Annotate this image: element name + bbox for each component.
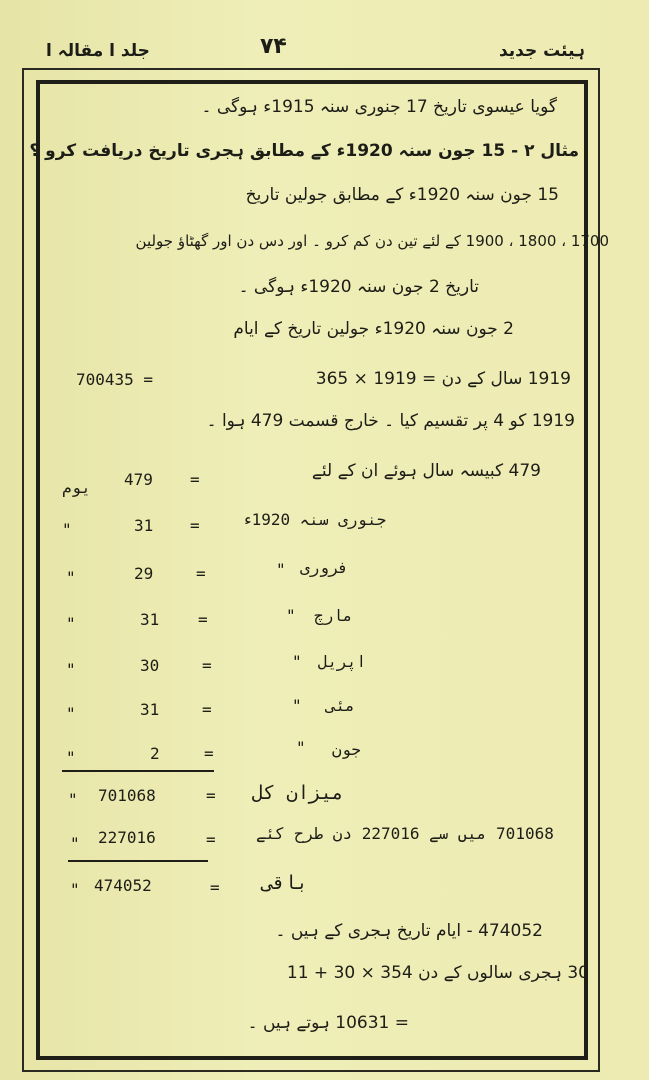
- text-line-8: 1919 کو 4 پر تقسیم کیا ۔ خارج قسمت 479 ہوا ۔: [206, 411, 575, 431]
- total-eq: =: [206, 786, 216, 805]
- total-label: میزان کل: [252, 782, 344, 804]
- text-line-4: 1700 ، 1800 ، 1900 کے لئے تین دن کم کرو ۔ اور دس دن اور گھٹاؤ جولین: [135, 232, 609, 250]
- text-line-6: 2 جون سنہ 1920ء جولین تاریخ کے ایام: [233, 319, 514, 339]
- leap-days-eq: =: [190, 470, 200, 489]
- leap-days-value: 479: [124, 470, 153, 489]
- row-jan-mark: ": [62, 520, 72, 539]
- row-apr-eq: =: [202, 656, 212, 675]
- footer-line-1: 474052 - ایام تاریخ ہجری کے ہیں ۔: [275, 921, 543, 941]
- row-feb-mark: ": [66, 568, 76, 587]
- days-product: 700435 =: [76, 370, 154, 389]
- sum-rule: [62, 770, 214, 772]
- remainder-rule: [68, 860, 208, 862]
- row-jan-value: 31: [134, 516, 154, 535]
- footer-line-3: = 10631 ہوتے ہیں ۔: [247, 1013, 409, 1033]
- row-jun-ditto: ": [296, 738, 306, 757]
- footer-line-2: 30 ہجری سالوں کے دن 354 × 30 + 11: [286, 963, 589, 983]
- text-line-1: گویا عیسوی تاریخ 17 جنوری سنہ 1915ء ہوگی ۔: [201, 97, 557, 117]
- row-jan-label: جنوری سنہ 1920ء: [242, 510, 387, 529]
- text-line-2: مثال ۲ - 15 جون سنہ 1920ء کے مطابق ہجری تاریخ دریافت کرو ؟: [29, 141, 579, 161]
- row-apr-label: اپریل: [318, 652, 367, 671]
- row-apr-value: 30: [140, 656, 160, 675]
- subtract-eq: =: [206, 830, 216, 849]
- row-mar-value: 31: [140, 610, 160, 629]
- row-mar-label: مارچ: [314, 606, 353, 625]
- page-number: ۷۴: [260, 34, 287, 59]
- header-book-title: ہیئت جدید: [498, 41, 585, 61]
- row-feb-ditto: ": [276, 560, 286, 579]
- row-may-label: مئی: [326, 696, 355, 715]
- remainder-eq: =: [210, 878, 220, 897]
- remainder-label: باقی: [262, 872, 308, 894]
- row-jun-value: 2: [150, 744, 160, 763]
- total-value: 701068: [98, 786, 156, 805]
- row-feb-label: فروری: [300, 558, 349, 577]
- unit-label: یوم: [62, 478, 91, 497]
- remainder-mark: ": [70, 880, 80, 899]
- subtract-value: 227016: [98, 828, 156, 847]
- row-may-mark: ": [66, 704, 76, 723]
- remainder-value: 474052: [94, 876, 152, 895]
- row-jun-label: جون: [332, 740, 361, 759]
- text-line-7: 1919 سال کے دن = 1919 × 365: [315, 369, 571, 389]
- row-may-ditto: ": [292, 696, 302, 715]
- row-feb-value: 29: [134, 564, 154, 583]
- text-line-3: 15 جون سنہ 1920ء کے مطابق جولین تاریخ: [245, 185, 559, 205]
- header-volume: جلد ا مقالہ ا: [46, 41, 150, 61]
- text-line-5: تاریخ 2 جون سنہ 1920ء ہوگی ۔: [238, 277, 479, 297]
- row-mar-eq: =: [198, 610, 208, 629]
- row-apr-mark: ": [66, 660, 76, 679]
- subtract-mark: ": [70, 834, 80, 853]
- row-jan-eq: =: [190, 516, 200, 535]
- row-may-value: 31: [140, 700, 160, 719]
- row-mar-mark: ": [66, 614, 76, 633]
- row-jun-eq: =: [204, 744, 214, 763]
- text-line-9: 479 کبیسہ سال ہوئے ان کے لئے: [311, 461, 541, 481]
- subtract-label: 701068 میں سے 227016 دن طرح کئے: [256, 824, 554, 843]
- row-mar-ditto: ": [286, 606, 296, 625]
- row-apr-ditto: ": [292, 652, 302, 671]
- total-mark: ": [68, 790, 78, 809]
- row-feb-eq: =: [196, 564, 206, 583]
- row-may-eq: =: [202, 700, 212, 719]
- row-jun-mark: ": [66, 748, 76, 767]
